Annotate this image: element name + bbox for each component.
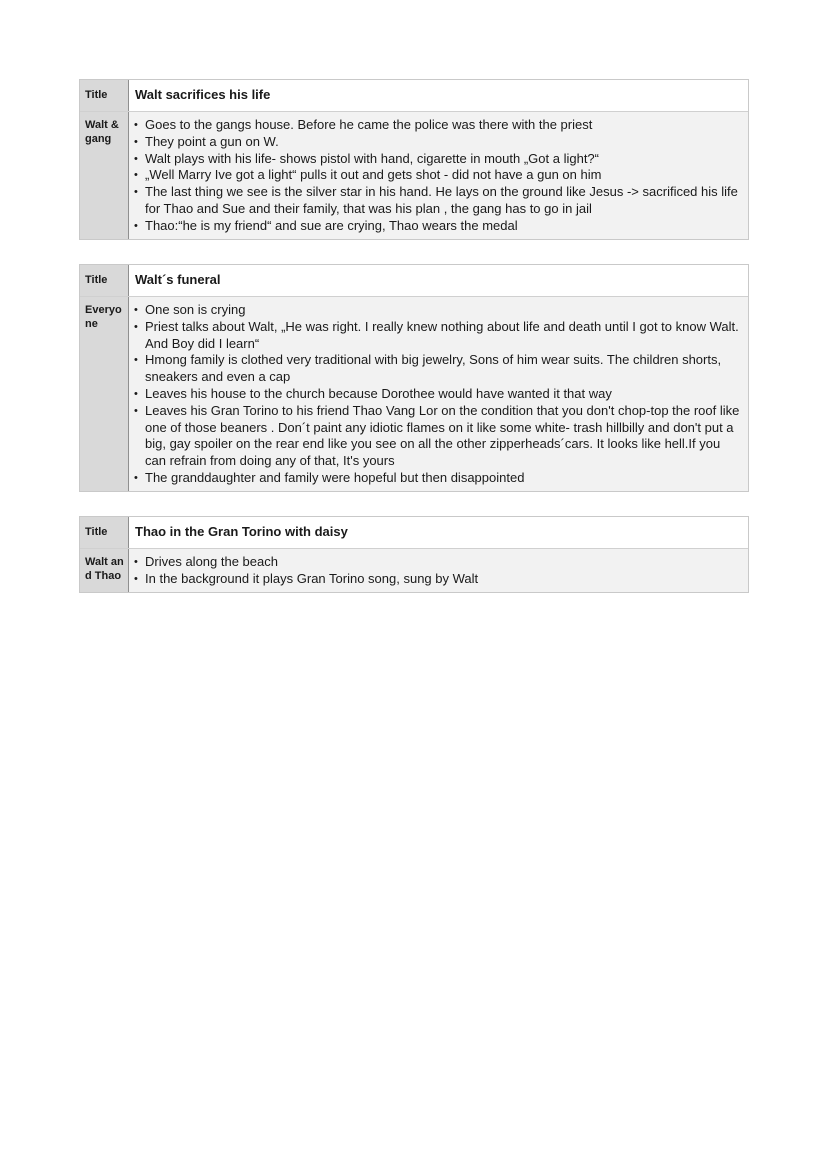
bullet-item: • Leaves his house to the church because Dorothee would have wanted it that way (134, 385, 612, 401)
scene-title: Walt sacrifices his life (129, 80, 748, 111)
bullet-list (134, 302, 740, 487)
title-label: Title (80, 265, 129, 296)
title-label: Title (80, 517, 129, 548)
bullet-list (134, 554, 740, 588)
scene-title-row (80, 80, 748, 112)
scene-table-2 (79, 264, 749, 492)
bullet-item: • Drives along the beach (134, 554, 278, 569)
characters-label: Walt & gang (80, 112, 129, 239)
bullet-list (134, 117, 740, 235)
bullet-item: • The granddaughter and family were hopeful but then disappointed (134, 469, 525, 485)
bullet-item: • Leaves his Gran Torino to his friend Thao Vang Lor on the condition that you don't chop-top the roof like one of those beaners . Don´t paint any idiotic flames on it like some white- trash hillbilly and don't put a big, gay spoiler on the rear end like you see on all the other zipperheads´cars. It looks like hell.If you can refrain from doing any of that, It's yours (134, 402, 740, 469)
characters-label: Everyone (80, 297, 129, 491)
scene-title-row (80, 265, 748, 297)
scene-content-row (80, 297, 748, 491)
scene-notes (129, 112, 748, 239)
bullet-item: • In the background it plays Gran Torino song, sung by Walt (134, 570, 479, 586)
scene-notes (129, 297, 748, 491)
characters-label: Walt and Thao (80, 549, 129, 592)
scene-title: Thao in the Gran Torino with daisy (129, 517, 748, 548)
bullet-item: • One son is crying (134, 302, 246, 317)
scene-table-1 (79, 79, 749, 240)
bullet-item: • Walt plays with his life- shows pistol with hand, cigarette in mouth „Got a light?“ (134, 150, 599, 166)
scene-table-3 (79, 516, 749, 593)
bullet-item: • Thao:“he is my friend“ and sue are crying, Thao wears the medal (134, 217, 518, 233)
scene-notes (129, 549, 748, 592)
bullet-item: • Priest talks about Walt, „He was right. I really knew nothing about life and death until I got to know Walt. And Boy did I learn“ (134, 318, 739, 351)
bullet-item: • They point a gun on W. (134, 133, 279, 149)
scene-title: Walt´s funeral (129, 265, 748, 296)
scene-content-row (80, 549, 748, 592)
title-label: Title (80, 80, 129, 111)
bullet-item: • Hmong family is clothed very traditional with big jewelry, Sons of him wear suits. The children shorts, sneakers and even a cap (134, 352, 722, 385)
scene-content-row (80, 112, 748, 239)
bullet-item: • Goes to the gangs house. Before he came the police was there with the priest (134, 117, 593, 132)
bullet-item: • The last thing we see is the silver star in his hand. He lays on the ground like Jesus -> sacrificed his life for Thao and Sue and their family, that was his plan , the gang has to go in jail (134, 184, 738, 216)
bullet-item: • „Well Marry Ive got a light“ pulls it out and gets shot - did not have a gun on him (134, 167, 602, 183)
scene-title-row (80, 517, 748, 549)
